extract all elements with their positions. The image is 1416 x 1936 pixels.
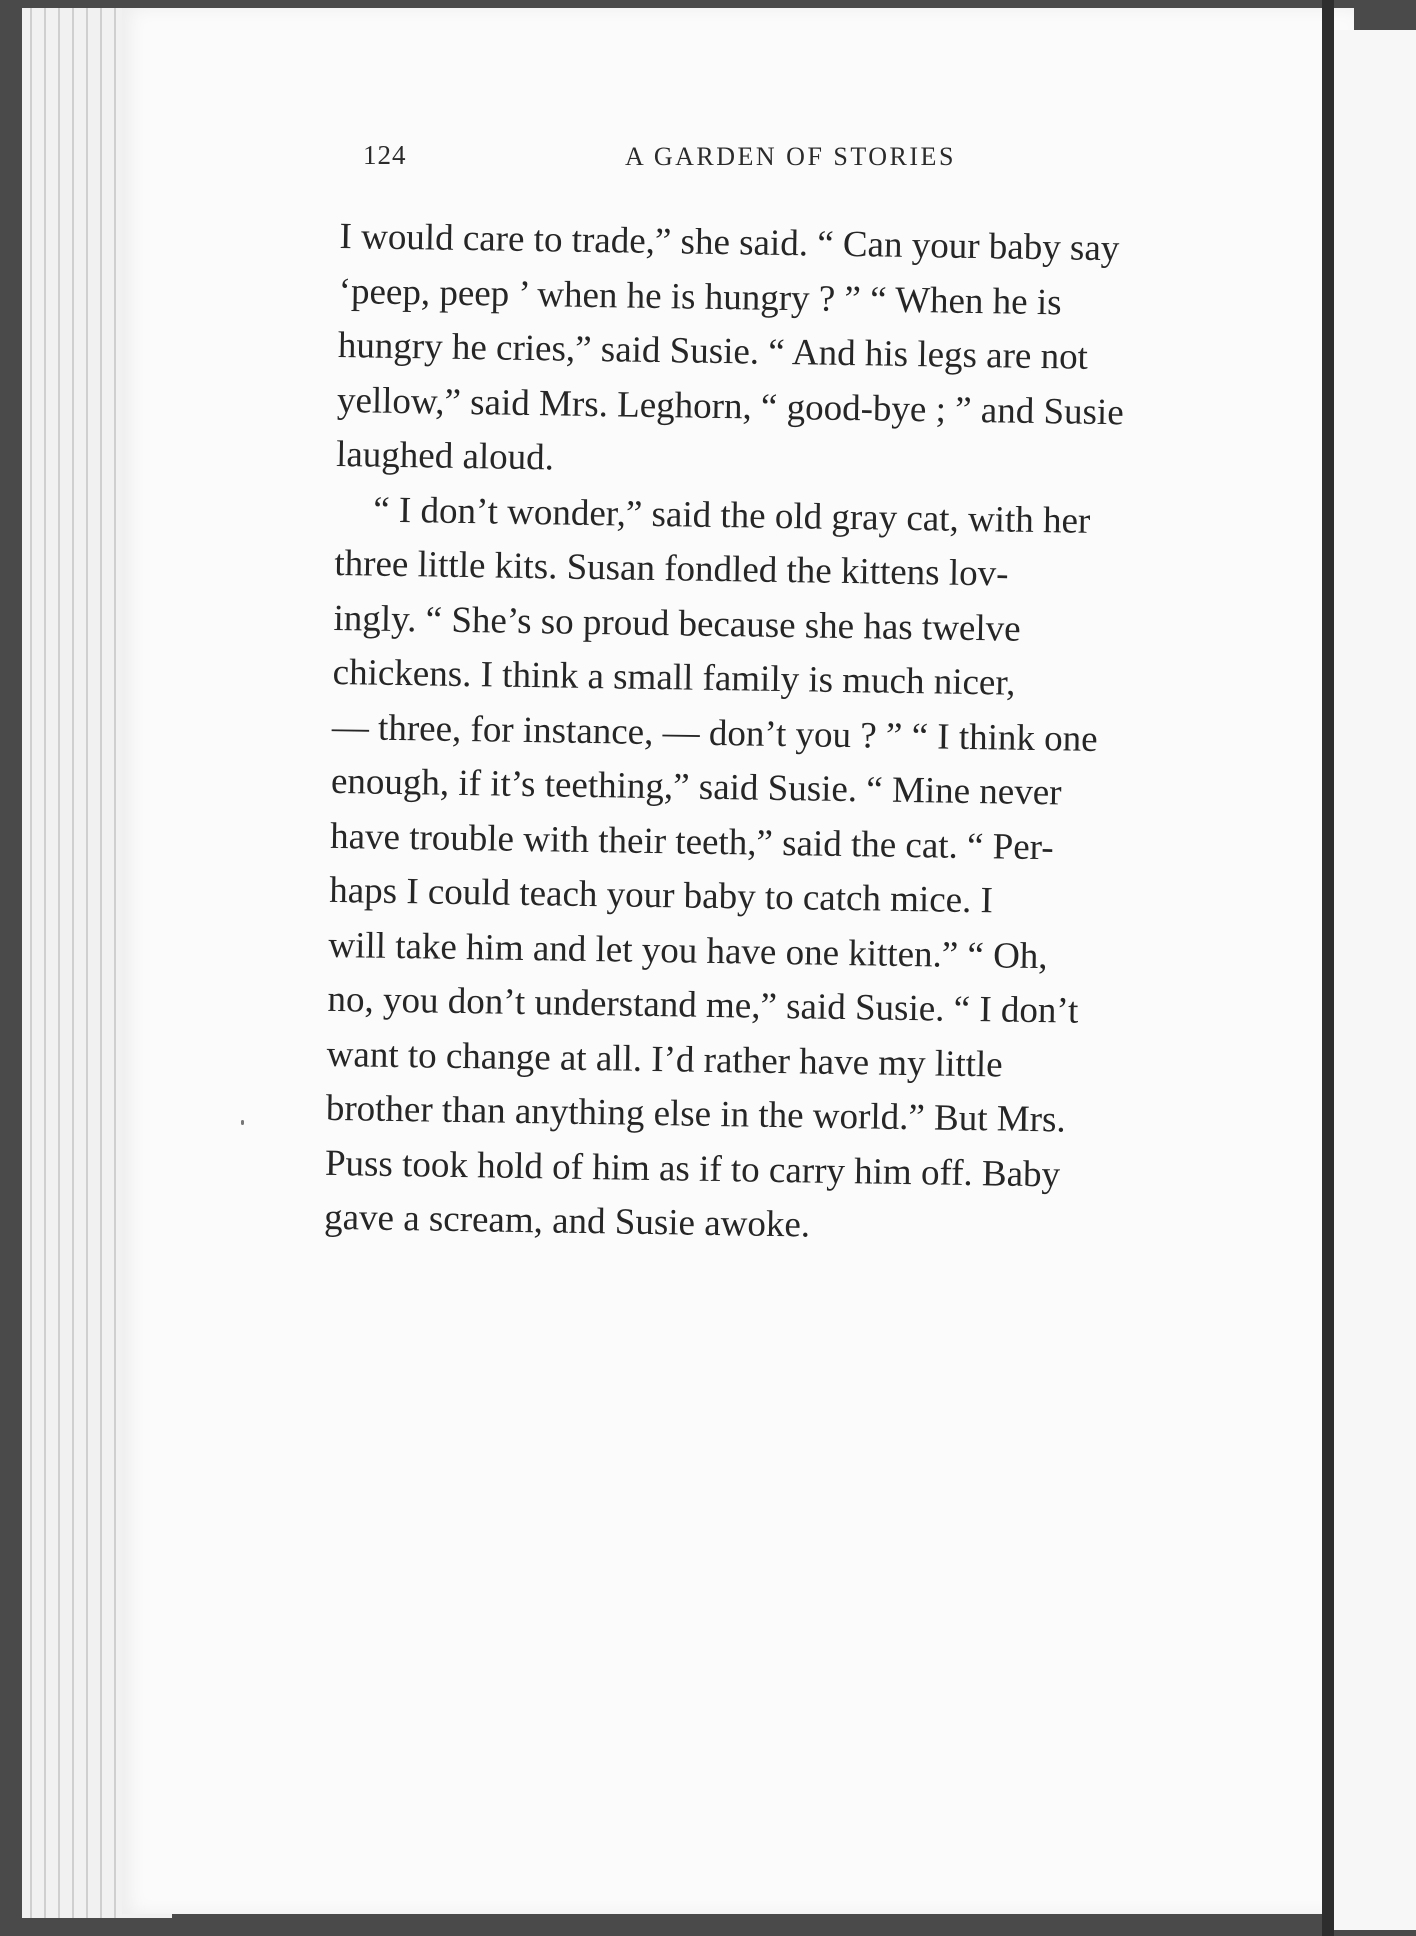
- text-line: enough, if it’s teething,” said Susie. “ Mine never: [330, 760, 1062, 814]
- page-edge: [86, 8, 88, 1918]
- text-line: brother than anything else in the world.” But Mrs.: [325, 1087, 1066, 1141]
- text-line: I would care to trade,” she said. “ Can your baby say: [339, 215, 1120, 270]
- text-line: will take him and let you have one kitten.” “ Oh,: [328, 924, 1048, 977]
- facing-page-strip: [1334, 30, 1416, 1930]
- text-line: — three, for instance, — don’t you ? ” “ I think one: [331, 706, 1098, 760]
- page-edge: [100, 8, 102, 1918]
- page-edge: [30, 8, 32, 1918]
- paragraph-1: [336, 210, 1280, 497]
- text-line: hungry he cries,” said Susie. “ And his legs are not: [337, 324, 1089, 378]
- paragraph-2: [324, 482, 1276, 1260]
- text-line: “ I don’t wonder,” said the old gray cat, with her: [372, 489, 1091, 542]
- text-line: laughed aloud.: [335, 433, 555, 479]
- text-line: ‘peep, peep ’ when he is hungry ? ” “ When he is: [338, 270, 1062, 323]
- text-line: have trouble with their teeth,” said the cat. “ Per-: [329, 815, 1054, 868]
- page-edge: [72, 8, 74, 1918]
- text-line: Puss took hold of him as if to carry him off. Baby: [324, 1142, 1061, 1195]
- ink-speck: [241, 1120, 244, 1125]
- body-text: [324, 210, 1280, 1260]
- page-edge: [114, 8, 116, 1918]
- text-line: yellow,” said Mrs. Leghorn, “ good-bye ; ” and Susie: [336, 379, 1125, 433]
- book-gutter: [1322, 0, 1334, 1936]
- running-title: A GARDEN OF STORIES: [625, 142, 956, 171]
- text-line: three little kits. Susan fondled the kittens lov-: [334, 542, 1009, 595]
- page-edge: [44, 8, 46, 1918]
- text-line: haps I could teach your baby to catch mice. I: [328, 869, 994, 922]
- running-head: [363, 140, 1043, 184]
- text-line: want to change at all. I’d rather have my little: [326, 1033, 1003, 1086]
- text-line: chickens. I think a small family is much nicer,: [332, 651, 1016, 704]
- text-line: ingly. “ She’s so proud because she has twelve: [333, 597, 1021, 650]
- text-line: gave a scream, and Susie awoke.: [323, 1196, 811, 1246]
- page-edge: [58, 8, 60, 1918]
- text-line: no, you don’t understand me,” said Susie. “ I don’t: [327, 978, 1079, 1032]
- page-number: 124: [363, 140, 407, 170]
